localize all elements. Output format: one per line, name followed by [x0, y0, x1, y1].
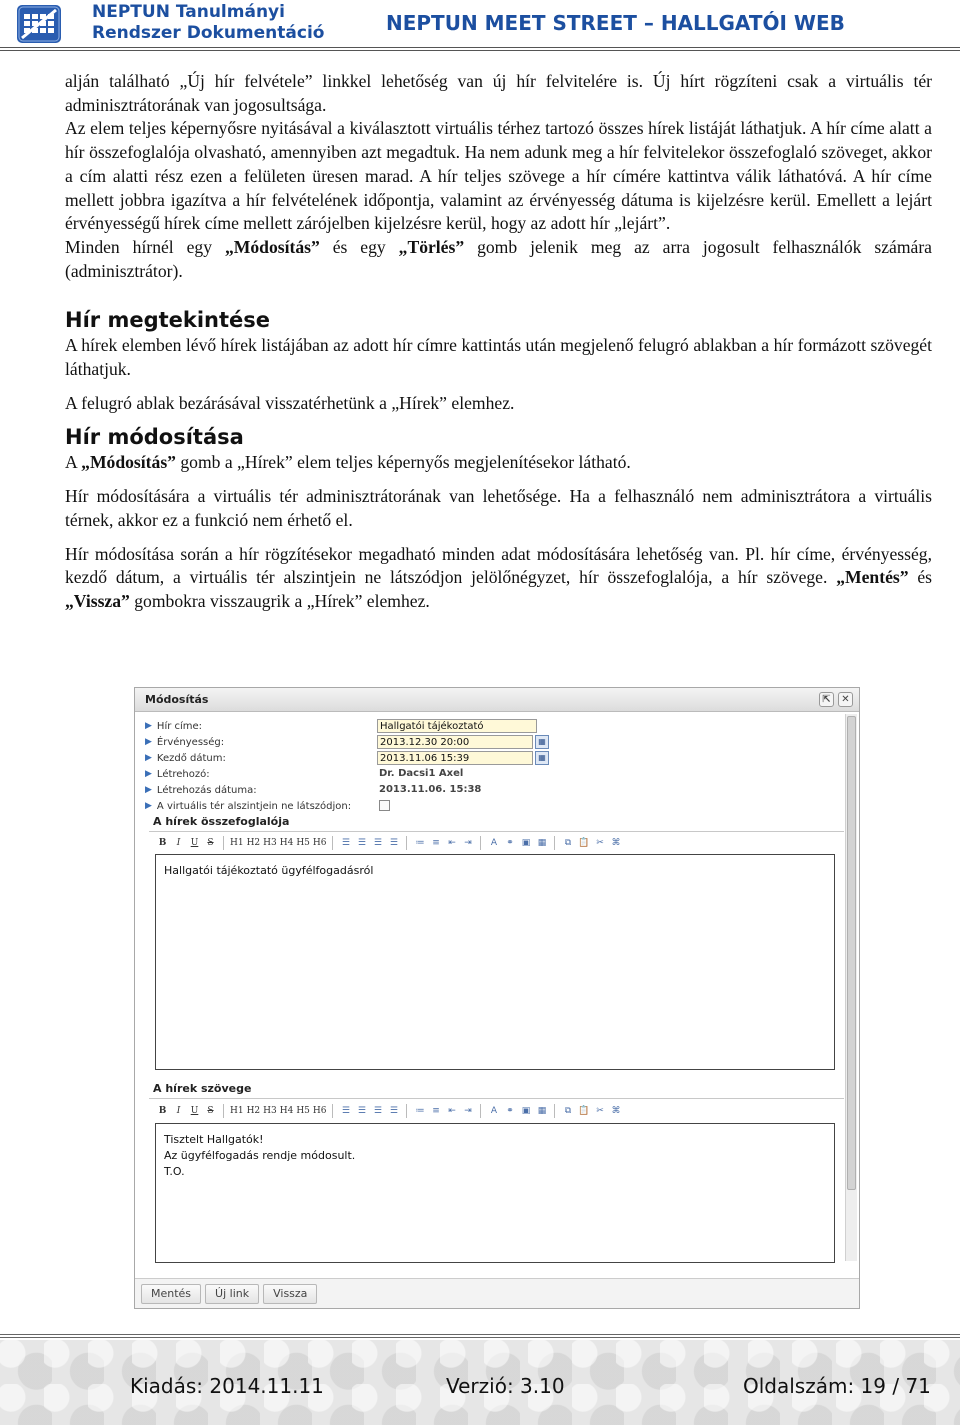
paragraph: Az elem teljes képernyősre nyitásával a kiválasztott virtuális térhez tartozó összes hírek listáját láthatjuk. A hír címe alatt a hír összefoglalója olvasható, amennyiben azt megadtuk. Ha nem adunk meg a hír felvitelekor összefoglaló szöveget, akkor a cím alatti rész ezen a felületen üresen marad. A hír teljes szövege a hír címére kattintva válik láthatóvá. A hír címe mellett jobbra igazítva a hír felvételének időpontja, valamint az érvényesség dátuma is kijelzésre kerül. Emellett a lejárt érvényességű hírek címe mellett zárójelben kijelzésre kerül, hogy az adott hír „lejárt”. [65, 118, 932, 234]
field-created-date-label [145, 782, 257, 798]
section-heading: Hír módosítása [65, 425, 244, 450]
section-divider [149, 1098, 844, 1099]
table-icon[interactable]: ▦ [537, 838, 547, 848]
toolbar-separator [332, 1104, 333, 1118]
scrollbar-thumb[interactable] [847, 716, 856, 1190]
text-span: Minden hírnél egy [65, 236, 225, 257]
section-heading: Hír megtekintése [65, 308, 271, 333]
text-span: gomb a „Hírek” elem teljes képernyős megjelenítésekor látható. [175, 452, 631, 473]
indent-icon[interactable]: ⇥ [464, 838, 472, 848]
summary-section-label: A hírek összefoglalója [153, 815, 290, 828]
align-center-icon[interactable]: ☰ [357, 838, 366, 848]
creator-value: Dr. Dacsi1 Axel [379, 768, 464, 779]
paragraph [65, 451, 932, 475]
text-span: gombokra visszaugrik a „Hírek” elemhez. [129, 590, 430, 611]
validity-date-input[interactable]: 2013.12.30 20:00 [377, 735, 533, 749]
link-icon[interactable]: ⚭ [506, 838, 514, 848]
summary-editor[interactable] [155, 854, 835, 1070]
bullet-list-icon[interactable]: ≔ [415, 838, 425, 848]
bold-term: „Módosítás” [224, 236, 320, 257]
heading2-button[interactable]: H2 [246, 838, 261, 848]
align-center-icon[interactable]: ☰ [357, 1106, 366, 1116]
calendar-icon[interactable]: ▦ [535, 751, 549, 765]
align-right-icon[interactable]: ☰ [373, 838, 382, 848]
italic-button[interactable]: I [176, 838, 181, 848]
footer-issue-date: Kiadás: 2014.11.11 [130, 1374, 324, 1398]
table-icon[interactable]: ▦ [537, 1106, 547, 1116]
heading1-button[interactable]: H1 [230, 1106, 244, 1116]
heading5-button[interactable]: H5 [296, 1106, 310, 1116]
maximize-icon[interactable]: ⇱ [819, 692, 834, 707]
field-news-title-label [145, 718, 202, 734]
cut-icon[interactable]: ✂ [596, 1106, 604, 1116]
text-color-icon[interactable]: A [490, 838, 498, 848]
text-span: Hír módosítása során a hír rögzítésekor megadható minden adat módosítására lehetőség van. Pl. hír címe, érvényesség, kezdő dátum, a virtuális tér alszintjein ne látszódjon jelölőnégyzet, hír összefoglalója, a hír szövege. [65, 543, 932, 588]
source-code-icon[interactable]: ⌘ [611, 1106, 621, 1116]
field-hide-sublevels-label [145, 798, 351, 814]
window-titlebar [135, 688, 859, 712]
window-controls [819, 692, 853, 707]
field-label: Létrehozás dátuma: [156, 784, 257, 796]
new-link-button[interactable]: Új link [205, 1284, 259, 1304]
link-icon[interactable]: ⚭ [506, 1106, 514, 1116]
toolbar-separator [554, 836, 555, 850]
heading6-button[interactable]: H6 [312, 838, 327, 848]
toolbar-separator [554, 1104, 555, 1118]
underline-button[interactable]: U [190, 838, 199, 848]
vertical-scrollbar[interactable] [845, 714, 857, 1261]
text-span: gomb jelenik meg az arra jogosult felhasználók számára (adminisztrátor). [65, 236, 932, 281]
copy-icon[interactable]: ⧉ [564, 838, 572, 848]
summary-editor-toolbar [155, 833, 835, 853]
section-divider [149, 831, 844, 832]
text-span: és [908, 567, 933, 588]
close-icon[interactable]: ✕ [838, 692, 853, 707]
hide-sublevels-checkbox[interactable] [379, 800, 390, 811]
window-title: Módosítás [145, 693, 209, 706]
arrow-right-icon: ▶ [145, 785, 152, 795]
page-header [0, 0, 960, 50]
brand-name [92, 2, 324, 44]
numbered-list-icon[interactable]: ≡ [432, 1106, 440, 1116]
paragraph: alján található „Új hír felvétele” linkkel lehetőség van új hír felvitelére is. Új hírt rögzíteni csak a virtuális tér adminisztrátorának van jogosultsága. [65, 71, 932, 115]
field-label: Érvényesség: [156, 736, 225, 748]
heading3-button[interactable]: H3 [263, 838, 277, 848]
paragraph [65, 236, 932, 283]
text-span: és egy [319, 236, 399, 257]
neptun-logo-icon [16, 4, 62, 44]
toolbar-separator [406, 836, 407, 850]
news-title-input[interactable]: Hallgatói tájékoztató [377, 719, 537, 733]
footer-divider [0, 1334, 960, 1335]
field-label: Kezdő dátum: [156, 752, 226, 764]
paragraph [65, 543, 932, 614]
italic-button[interactable]: I [176, 1106, 181, 1116]
save-button[interactable]: Mentés [141, 1284, 201, 1304]
toolbar-separator [480, 1104, 481, 1118]
toolbar-separator [332, 836, 333, 850]
field-start-date-label [145, 750, 226, 766]
justify-icon[interactable]: ☰ [389, 1106, 398, 1116]
footer-page-number: Oldalszám: 19 / 71 [743, 1374, 931, 1398]
strikethrough-button[interactable]: S [207, 1106, 214, 1116]
body-line: Az ügyfélfogadás rendje módosult. [164, 1149, 356, 1162]
header-divider [0, 50, 960, 51]
body-editor-toolbar [155, 1101, 835, 1121]
align-left-icon[interactable]: ☰ [341, 1106, 350, 1116]
paragraph: A hírek elemben lévő hírek listájában az adott hír címre kattintás után megjelenő felugró ablakban a hír formázott szövegét láthatjuk. [65, 335, 932, 380]
strikethrough-button[interactable]: S [207, 838, 214, 848]
paste-icon[interactable]: 📋 [578, 1106, 590, 1116]
bold-button[interactable]: B [158, 838, 167, 848]
toolbar-separator [223, 836, 224, 850]
bold-term: „Módosítás” [81, 452, 176, 473]
back-button[interactable]: Vissza [263, 1284, 317, 1304]
modify-news-window [134, 687, 860, 1309]
window-button-bar [135, 1278, 859, 1308]
heading3-button[interactable]: H3 [263, 1106, 277, 1116]
field-label: A virtuális tér alszintjein ne látszódjon: [156, 800, 352, 812]
source-code-icon[interactable]: ⌘ [611, 838, 621, 848]
toolbar-separator [406, 1104, 407, 1118]
justify-icon[interactable]: ☰ [389, 838, 398, 848]
arrow-right-icon: ▶ [145, 801, 152, 811]
copy-icon[interactable]: ⧉ [564, 1106, 572, 1116]
body-editor[interactable] [155, 1123, 835, 1263]
image-icon[interactable]: ▣ [521, 1106, 531, 1116]
body-line: Tisztelt Hallgatók! [164, 1133, 264, 1146]
brand-line1: NEPTUN Tanulmányi [92, 2, 285, 22]
start-date-input[interactable]: 2013.11.06 15:39 [377, 751, 533, 765]
field-label: Létrehozó: [156, 768, 210, 780]
heading5-button[interactable]: H5 [296, 838, 310, 848]
text-color-icon[interactable]: A [490, 1106, 498, 1116]
heading1-button[interactable]: H1 [230, 838, 244, 848]
footer-version: Verzió: 3.10 [446, 1374, 565, 1398]
brand-line2: Rendszer Dokumentáció [92, 23, 325, 43]
summary-text: Hallgatói tájékoztató ügyfélfogadásról [164, 864, 374, 877]
toolbar-separator [480, 836, 481, 850]
heading4-button[interactable]: H4 [279, 1106, 294, 1116]
cut-icon[interactable]: ✂ [596, 838, 604, 848]
field-validity-label [145, 734, 224, 750]
toolbar-separator [223, 1104, 224, 1118]
heading6-button[interactable]: H6 [312, 1106, 327, 1116]
arrow-right-icon: ▶ [145, 753, 152, 763]
text-span: A [65, 452, 82, 473]
indent-icon[interactable]: ⇥ [464, 1106, 472, 1116]
numbered-list-icon[interactable]: ≡ [432, 838, 440, 848]
bold-term: „Törlés” [398, 236, 465, 257]
paragraph: Hír módosítására a virtuális tér adminisztrátorának van lehetősége. Ha a felhasználó nem adminisztrátora a virtuális térnek, akkor ez a funkció nem érhető el. [65, 486, 932, 530]
align-right-icon[interactable]: ☰ [373, 1106, 382, 1116]
page-footer [0, 1340, 960, 1425]
bold-button[interactable]: B [158, 1106, 167, 1116]
calendar-icon[interactable]: ▦ [535, 735, 549, 749]
image-icon[interactable]: ▣ [521, 838, 531, 848]
document-title: NEPTUN MEET STREET – HALLGATÓI WEB [386, 11, 845, 35]
arrow-right-icon: ▶ [145, 721, 152, 731]
field-label: Hír címe: [156, 720, 203, 732]
outdent-icon[interactable]: ⇤ [448, 1106, 456, 1116]
bold-term: „Mentés” [836, 567, 909, 588]
arrow-right-icon: ▶ [145, 769, 152, 779]
bold-term: „Vissza” [65, 590, 130, 611]
heading4-button[interactable]: H4 [279, 838, 294, 848]
header-divider [0, 47, 960, 48]
footer-divider [0, 1337, 960, 1338]
document-body [65, 70, 932, 614]
body-line: T.O. [164, 1165, 185, 1178]
created-date-value: 2013.11.06. 15:38 [379, 784, 482, 795]
paste-icon[interactable]: 📋 [578, 838, 590, 848]
align-left-icon[interactable]: ☰ [341, 838, 350, 848]
field-creator-label [145, 766, 210, 782]
outdent-icon[interactable]: ⇤ [448, 838, 456, 848]
bullet-list-icon[interactable]: ≔ [415, 1106, 425, 1116]
arrow-right-icon: ▶ [145, 737, 152, 747]
body-section-label: A hírek szövege [153, 1082, 252, 1095]
heading2-button[interactable]: H2 [246, 1106, 261, 1116]
underline-button[interactable]: U [190, 1106, 199, 1116]
paragraph: A felugró ablak bezárásával visszatérhetünk a „Hírek” elemhez. [65, 392, 515, 413]
